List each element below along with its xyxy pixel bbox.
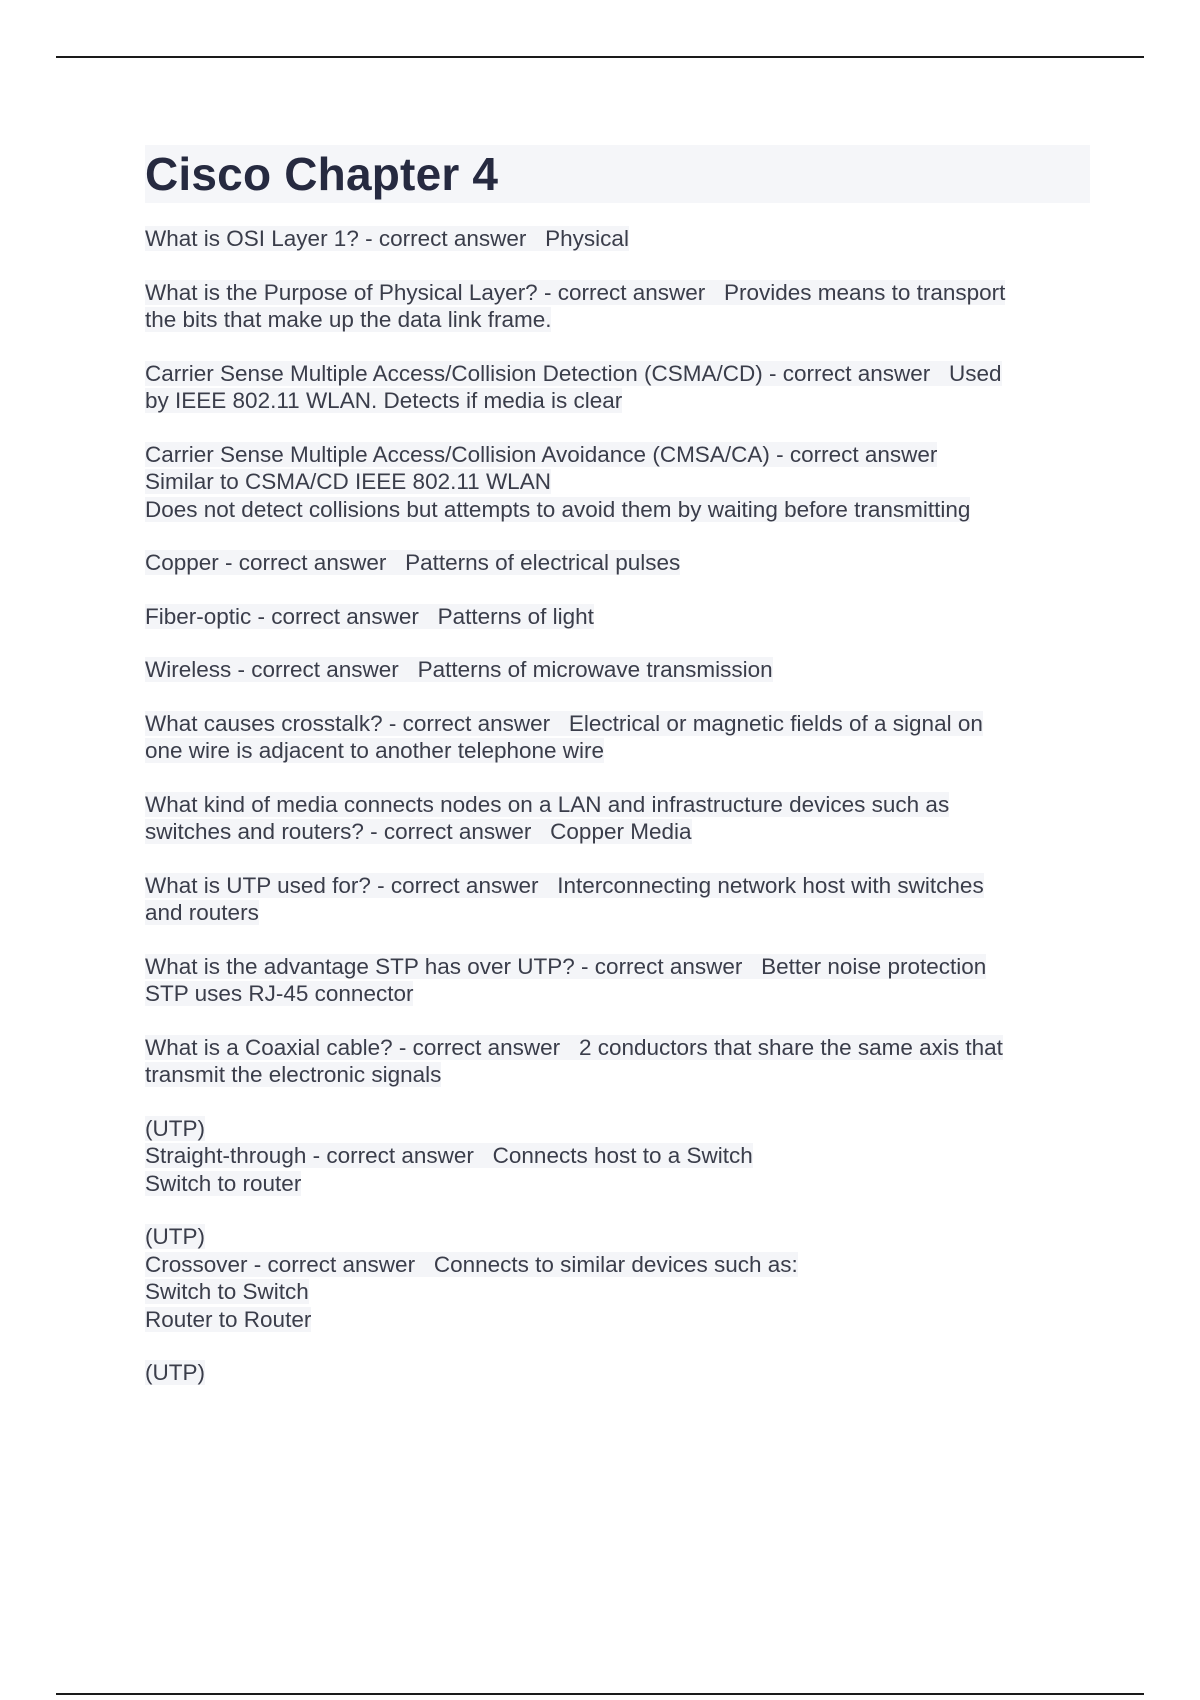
answer-text: Connects to similar devices such as:	[433, 1251, 798, 1277]
question-text: Carrier Sense Multiple Access/Collision Avoidance (CMSA/CA) - correct answer	[145, 441, 938, 467]
question-text: What is a Coaxial cable? - correct answer	[145, 1034, 561, 1060]
qa-prefix: (UTP)	[145, 1115, 205, 1141]
answer-text: by IEEE 802.11 WLAN. Detects if media is clear	[145, 388, 623, 413]
answer-text: STP uses RJ-45 connector	[145, 981, 414, 1006]
question-text: What is the advantage STP has over UTP? - correct answer	[145, 953, 743, 979]
answer-text: Better noise protection	[761, 953, 987, 979]
answer-text: Patterns of light	[437, 603, 594, 629]
qa-item	[145, 549, 1090, 577]
answer-text: Provides means to transport	[724, 279, 1006, 305]
question-text: Wireless - correct answer	[145, 657, 399, 682]
answer-text: Router to Router	[145, 1306, 312, 1332]
qa-item	[145, 441, 1090, 524]
answer-text: Used	[949, 360, 1002, 386]
title-band	[145, 145, 1090, 203]
answer-text: Connects host to a Switch	[492, 1143, 753, 1168]
question-text: What is UTP used for? - correct answer	[145, 872, 539, 898]
qa-item	[145, 1359, 1090, 1387]
question-text: Straight-through - correct answer	[145, 1143, 474, 1168]
qa-item	[145, 225, 1090, 253]
qa-item	[145, 603, 1090, 631]
answer-text: Does not detect collisions but attempts to avoid them by waiting before transmitting	[145, 496, 971, 522]
qa-item	[145, 360, 1090, 415]
qa-list	[145, 225, 1090, 1387]
qa-prefix: (UTP)	[145, 1224, 205, 1249]
answer-text: the bits that make up the data link frame.	[145, 307, 552, 332]
answer-text: Physical	[545, 226, 629, 251]
answer-text: one wire is adjacent to another telephone wire	[145, 738, 605, 763]
qa-item	[145, 1034, 1090, 1089]
answer-text: 2 conductors that share the same axis that	[578, 1034, 1003, 1060]
qa-item	[145, 1223, 1090, 1333]
qa-item	[145, 953, 1090, 1008]
question-text: What kind of media connects nodes on a LAN and infrastructure devices such as	[145, 791, 950, 817]
qa-item	[145, 710, 1090, 765]
answer-text: Interconnecting network host with switches	[557, 872, 984, 898]
question-text: What causes crosstalk? - correct answer	[145, 710, 551, 736]
question-text: What is OSI Layer 1? - correct answer	[145, 226, 527, 251]
qa-item	[145, 279, 1090, 334]
answer-text: Copper Media	[550, 819, 692, 844]
question-text: What is the Purpose of Physical Layer? - correct answer	[145, 279, 706, 305]
answer-text: Electrical or magnetic fields of a signal on	[568, 710, 983, 736]
question-text: Fiber-optic - correct answer	[145, 603, 419, 629]
answer-text: Patterns of microwave transmission	[417, 657, 773, 682]
question-text: switches and routers? - correct answer	[145, 819, 532, 844]
answer-text: Switch to Switch	[145, 1279, 309, 1304]
page-title: Cisco Chapter 4	[145, 148, 499, 200]
question-text: Copper - correct answer	[145, 550, 387, 575]
qa-item	[145, 1115, 1090, 1198]
header-rule	[56, 56, 1144, 58]
document-body	[145, 145, 1090, 1413]
qa-item	[145, 872, 1090, 927]
answer-text: Switch to router	[145, 1170, 302, 1196]
answer-text: transmit the electronic signals	[145, 1062, 442, 1087]
qa-item	[145, 656, 1090, 684]
answer-text: Patterns of electrical pulses	[405, 550, 681, 575]
question-text: Crossover - correct answer	[145, 1251, 416, 1277]
answer-text: and routers	[145, 900, 259, 925]
qa-item	[145, 791, 1090, 846]
qa-prefix: (UTP)	[145, 1360, 205, 1385]
footer-rule	[56, 1693, 1144, 1695]
answer-text: Similar to CSMA/CD IEEE 802.11 WLAN	[145, 469, 551, 494]
question-text: Carrier Sense Multiple Access/Collision Detection (CSMA/CD) - correct answer	[145, 360, 931, 386]
